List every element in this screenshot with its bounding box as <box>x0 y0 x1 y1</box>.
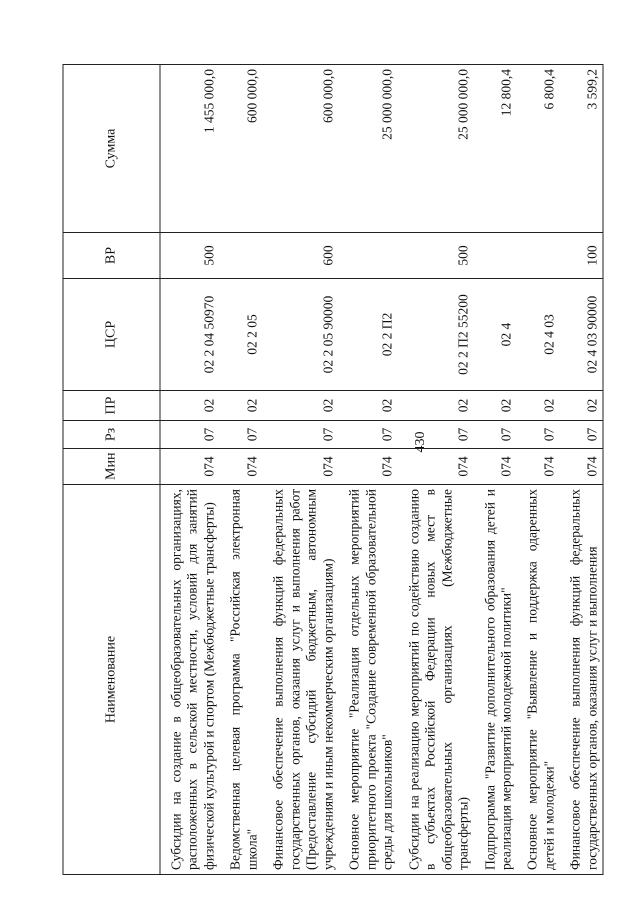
row-sum: 600 000,0 <box>226 65 263 233</box>
header-min: Мин <box>63 449 160 485</box>
table-row <box>480 65 517 875</box>
row-sum: 3 599,2 <box>566 65 603 233</box>
row-vr <box>480 233 517 279</box>
table-row <box>226 65 263 875</box>
table-row <box>269 65 339 875</box>
row-sum: 25 000 000,0 <box>404 65 474 233</box>
row-name: Основное мероприятие "Реализация отдельных мероприятий приоритетного проекта "Создание современной образовательной среды для школьников" <box>345 485 398 875</box>
row-rz: 07 <box>566 421 603 449</box>
row-sum: 12 800,4 <box>480 65 517 233</box>
row-rz: 07 <box>269 421 339 449</box>
row-pr: 02 <box>167 391 220 421</box>
row-sum: 1 455 000,0 <box>167 65 220 233</box>
row-name: Основное мероприятие "Выявление и поддержка одаренных детей и молодежи" <box>523 485 560 875</box>
table-row <box>523 65 560 875</box>
header-sum: Сумма <box>63 65 160 233</box>
table-row <box>345 65 398 875</box>
header-pr: ПР <box>63 391 160 421</box>
row-rz: 07 <box>345 421 398 449</box>
row-csr: 02 4 03 <box>523 279 560 391</box>
row-pr: 02 <box>566 391 603 421</box>
row-pr: 02 <box>269 391 339 421</box>
row-csr: 02 2 П2 <box>345 279 398 391</box>
row-name: Финансовое обеспечение выполнения функций федеральных государственных органов, оказания услуг и выполнения работ (Предоставление субсидий бюджетным, автономным учреждениям и иным некоммерческим организациям) <box>269 485 339 875</box>
row-vr: 600 <box>269 233 339 279</box>
row-min: 074 <box>226 449 263 485</box>
table-row <box>566 65 603 875</box>
header-csr: ЦСР <box>63 279 160 391</box>
row-csr: 02 2 04 50970 <box>167 279 220 391</box>
row-csr: 02 2 05 90000 <box>269 279 339 391</box>
row-pr: 02 <box>345 391 398 421</box>
row-vr <box>226 233 263 279</box>
row-pr: 02 <box>404 391 474 421</box>
header-vr: ВР <box>63 233 160 279</box>
table-row <box>404 65 474 875</box>
row-sum: 25 000 000,0 <box>345 65 398 233</box>
row-min: 074 <box>269 449 339 485</box>
row-csr: 02 4 03 90000 <box>566 279 603 391</box>
row-rz: 07 <box>167 421 220 449</box>
budget-table <box>63 64 604 875</box>
row-min: 074 <box>345 449 398 485</box>
row-min: 074 <box>404 449 474 485</box>
row-pr: 02 <box>226 391 263 421</box>
row-name: Финансовое обеспечение выполнения функций федеральных государственных органов, оказания услуг и выполнения <box>566 485 603 875</box>
row-csr: 02 2 П2 55200 <box>404 279 474 391</box>
row-rz: 07 <box>480 421 517 449</box>
row-name: Субсидии на реализацию мероприятий по содействию созданию в субъектах Российской Федерации новых мест в общеобразовательных организациях (Межбюджетные трансферты) <box>404 485 474 875</box>
row-vr: 500 <box>167 233 220 279</box>
row-vr: 500 <box>404 233 474 279</box>
row-min: 074 <box>480 449 517 485</box>
row-csr: 02 4 <box>480 279 517 391</box>
header-name: Наименование <box>63 485 160 875</box>
row-name: Ведомственная целевая программа "Российская электронная школа" <box>226 485 263 875</box>
table-row <box>167 65 220 875</box>
row-rz: 07 <box>523 421 560 449</box>
row-min: 074 <box>167 449 220 485</box>
row-min: 074 <box>523 449 560 485</box>
row-vr <box>523 233 560 279</box>
row-csr: 02 2 05 <box>226 279 263 391</box>
table-header-row <box>63 65 160 875</box>
row-pr: 02 <box>480 391 517 421</box>
page-number: 430 <box>413 431 428 453</box>
row-sum: 600 000,0 <box>269 65 339 233</box>
row-vr: 100 <box>566 233 603 279</box>
row-rz: 07 <box>226 421 263 449</box>
row-name: Субсидии на создание в общеобразовательных организациях, расположенных в сельской местности, условий для занятий физической культурой и спортом (Межбюджетные трансферты) <box>167 485 220 875</box>
rotated-page-content <box>63 65 618 875</box>
row-sum: 6 800,4 <box>523 65 560 233</box>
row-pr: 02 <box>523 391 560 421</box>
header-rz: Рз <box>63 421 160 449</box>
row-name: Подпрограмма "Развитие дополнительного образования детей и реализация мероприятий молодежной политики" <box>480 485 517 875</box>
row-min: 074 <box>566 449 603 485</box>
row-vr <box>345 233 398 279</box>
row-rz: 07 <box>404 421 474 449</box>
